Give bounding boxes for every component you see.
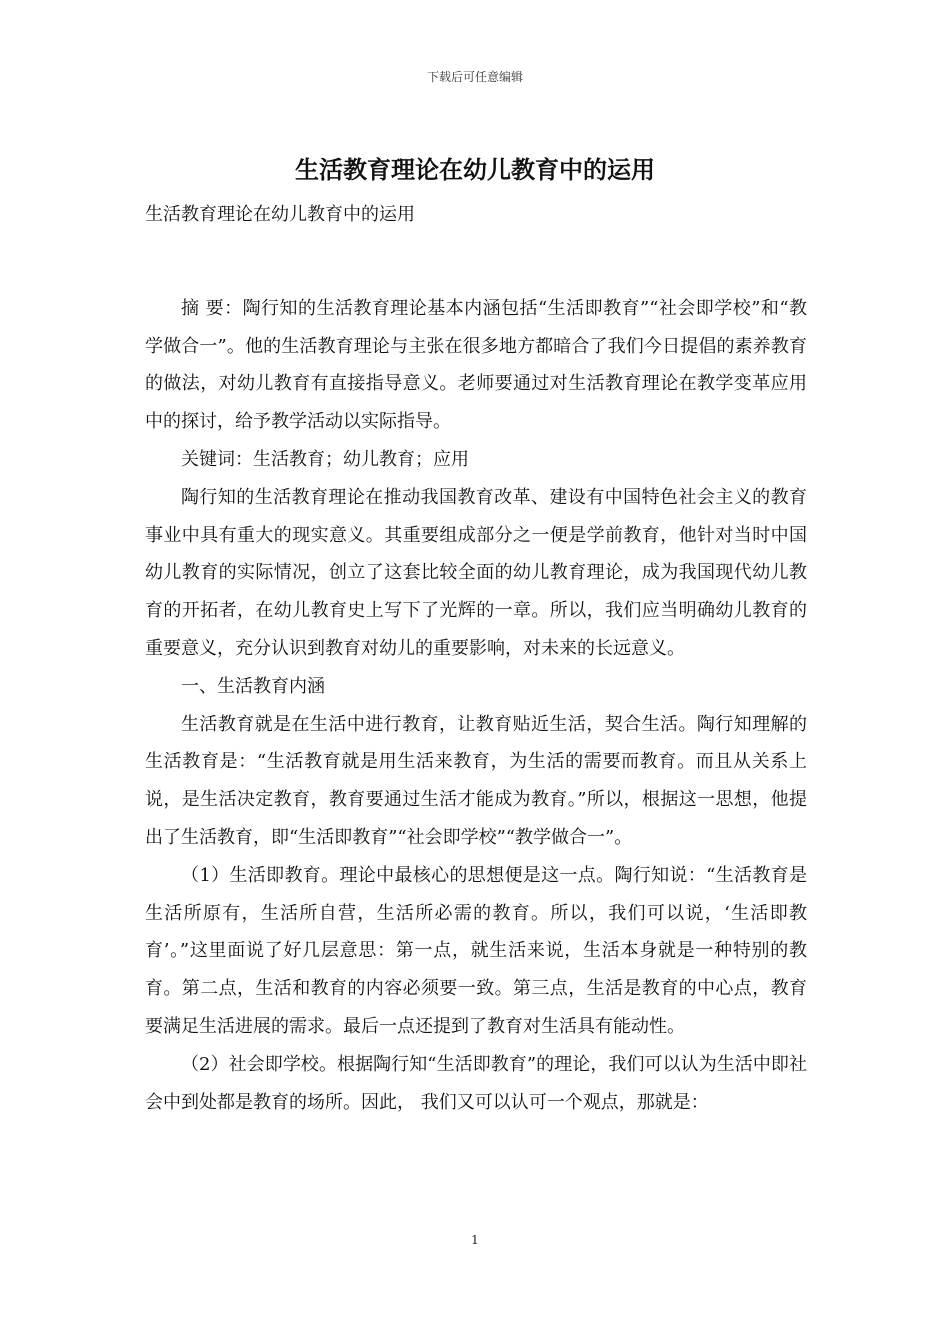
header-note: 下载后可任意编辑 xyxy=(426,70,523,84)
point-paragraph-2: （2）社会即学校。根据陶行知“生活即教育”的理论，我们可以认为生活中即社会中到处都是教育的场所。因此， 我们又可以认可一个观点，那就是： xyxy=(145,1053,807,1113)
intro-paragraph: 陶行知的生活教育理论在推动我国教育改革、建设有中国特色社会主义的教育事业中具有重大的现实意义。其重要组成部分之一便是学前教育，他针对当时中国幼儿教育的实际情况，创立了这套比较全面的幼儿教育理论，成为我国现代幼儿教育的开拓者，在幼儿教育史上写下了光辉的一章。所以，我们应当明确幼儿教育的重要意义，充分认识到教育对幼儿的重要影响，对未来的长远意义。 xyxy=(145,486,807,659)
point-paragraph-1: （1）生活即教育。理论中最核心的思想便是这一点。陶行知说：“生活教育是生活所原有，生活所自营，生活所必需的教育。所以，我们可以说，‘生活即教育’。”这里面说了好几层意思：第一点，就生活来说，生活本身就是一种特别的教育。第二点，生活和教育的内容必须要一致。第三点，生活是教育的中心点，教育要满足生活进展的需求。最后一点还提到了教育对生活具有能动性。 xyxy=(145,864,807,1037)
blank-line xyxy=(145,234,807,290)
abstract-paragraph: 摘 要：陶行知的生活教育理论基本内涵包括“生活即教育”“社会即学校”和“教学做合一”。他的生活教育理论与主张在很多地方都暗合了我们今日提倡的素养教育的做法，对幼儿教育有直接指导意义。老师要通过对生活教育理论在教学变革应用中的探讨，给予教学活动以实际指导。 xyxy=(145,297,807,433)
section-heading: 一、生活教育内涵 xyxy=(181,675,325,697)
keywords-line: 关键词：生活教育；幼儿教育；应用 xyxy=(181,448,469,470)
document-body xyxy=(145,196,807,1121)
page-number: 1 xyxy=(471,1233,479,1247)
document-title: 生活教育理论在幼儿教育中的运用 xyxy=(295,155,655,184)
document-subtitle: 生活教育理论在幼儿教育中的运用 xyxy=(145,204,415,225)
section-paragraph: 生活教育就是在生活中进行教育，让教育贴近生活，契合生活。陶行知理解的生活教育是：“生活教育就是用生活来教育，为生活的需要而教育。而且从关系上说，是生活决定教育，教育要通过生活才能成为教育。”所以，根据这一思想，他提出了生活教育，即“生活即教育”“社会即学校”“教学做合一”。 xyxy=(145,713,807,848)
